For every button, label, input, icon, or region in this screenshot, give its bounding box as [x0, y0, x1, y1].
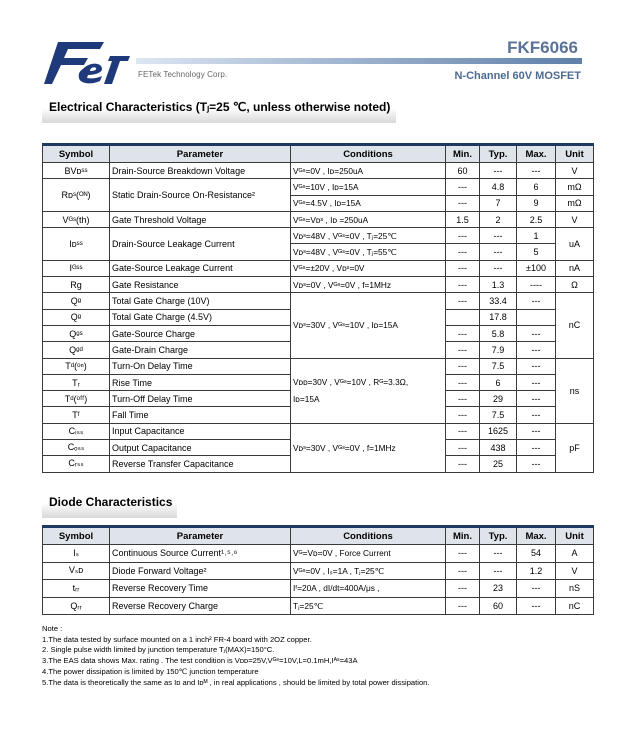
symbol-cell: Qᵍ: [43, 293, 110, 309]
column-header: Min.: [446, 145, 480, 163]
max-cell: ---: [517, 440, 556, 456]
max-cell: ---: [517, 456, 556, 472]
parameter-cell: Turn-Off Delay Time: [110, 391, 291, 407]
min-cell: ---: [446, 456, 480, 472]
typ-cell: 438: [480, 440, 517, 456]
conditions-cell: Vᴅˢ=0V , Vᴳˢ=0V , f=1MHz: [291, 277, 446, 293]
symbol-cell: Iᴅˢˢ: [43, 228, 110, 261]
min-cell: [446, 309, 480, 325]
parameter-cell: Gate Resistance: [110, 277, 291, 293]
min-cell: 60: [446, 163, 480, 179]
symbol-cell: Rg: [43, 277, 110, 293]
max-cell: 9: [517, 195, 556, 211]
unit-cell: A: [556, 545, 594, 563]
parameter-cell: Gate-Source Leakage Current: [110, 260, 291, 276]
typ-cell: 4.8: [480, 179, 517, 195]
max-cell: ---: [517, 325, 556, 341]
parameter-cell: Turn-On Delay Time: [110, 358, 291, 374]
typ-cell: 7.5: [480, 358, 517, 374]
conditions-cell: Iᶠ=20A , dI/dt=400A/μs ,: [291, 580, 446, 598]
max-cell: 1.2: [517, 562, 556, 580]
symbol-cell: Iₛ: [43, 545, 110, 563]
unit-cell: V: [556, 163, 594, 179]
parameter-cell: Gate-Source Charge: [110, 325, 291, 341]
min-cell: ---: [446, 580, 480, 598]
table-row: [43, 163, 594, 179]
parameter-cell: Static Drain-Source On-Resistance²: [110, 179, 291, 212]
unit-cell: nS: [556, 580, 594, 598]
parameter-cell: Reverse Recovery Time: [110, 580, 291, 598]
min-cell: ---: [446, 440, 480, 456]
header-bar: [136, 58, 582, 64]
symbol-cell: Tᵈ(ᵒⁿ): [43, 358, 110, 374]
unit-cell: Ω: [556, 277, 594, 293]
table-row: [43, 580, 594, 598]
max-cell: 5: [517, 244, 556, 260]
unit-cell: uA: [556, 228, 594, 261]
symbol-cell: Qᵍ: [43, 309, 110, 325]
max-cell: 1: [517, 228, 556, 244]
column-header: Conditions: [291, 527, 446, 545]
typ-cell: ---: [480, 545, 517, 563]
symbol-cell: Qᵍᵈ: [43, 342, 110, 358]
parameter-cell: Output Capacitance: [110, 440, 291, 456]
conditions-cell: Tⱼ=25℃: [291, 597, 446, 615]
table-row: [43, 358, 594, 374]
symbol-cell: Qᵣᵣ: [43, 597, 110, 615]
column-header: Symbol: [43, 145, 110, 163]
symbol-cell: Tᵣ: [43, 374, 110, 390]
max-cell: ---: [517, 597, 556, 615]
column-header: Conditions: [291, 145, 446, 163]
parameter-cell: Reverse Recovery Charge: [110, 597, 291, 615]
note-item: 5.The data is theoretically the same as Iᴅ and Iᴅᴹ , in real applications , should be limited by total power dissipation.: [42, 677, 430, 687]
symbol-cell: Cₒₛₛ: [43, 440, 110, 456]
min-cell: ---: [446, 423, 480, 439]
min-cell: ---: [446, 195, 480, 211]
typ-cell: ---: [480, 260, 517, 276]
min-cell: ---: [446, 342, 480, 358]
max-cell: ---: [517, 580, 556, 598]
typ-cell: ---: [480, 244, 517, 260]
symbol-cell: Vₛᴅ: [43, 562, 110, 580]
symbol-cell: Vᴳˢ(th): [43, 211, 110, 227]
table-row: [43, 260, 594, 276]
min-cell: ---: [446, 545, 480, 563]
typ-cell: 60: [480, 597, 517, 615]
symbol-cell: Tᶠ: [43, 407, 110, 423]
max-cell: [517, 309, 556, 325]
parameter-cell: Total Gate Charge (10V): [110, 293, 291, 309]
max-cell: 6: [517, 179, 556, 195]
table-row: [43, 293, 594, 309]
symbol-cell: Tᵈ(ᵒᶠᶠ): [43, 391, 110, 407]
max-cell: ---: [517, 342, 556, 358]
symbol-cell: tᵣᵣ: [43, 580, 110, 598]
max-cell: ---: [517, 374, 556, 390]
note-item: 4.The power dissipation is limited by 150℃ junction temperature: [42, 666, 259, 676]
unit-cell: mΩ: [556, 179, 594, 195]
conditions-line: Iᴅ=15A: [293, 393, 320, 404]
max-cell: ---: [517, 423, 556, 439]
symbol-cell: Rᴅˢ(ᴼᴺ): [43, 179, 110, 212]
parameter-cell: Input Capacitance: [110, 423, 291, 439]
min-cell: ---: [446, 260, 480, 276]
symbol-cell: Cᵣₛₛ: [43, 456, 110, 472]
notes-heading: Note :: [42, 624, 63, 633]
column-header: Unit: [556, 145, 594, 163]
min-cell: ---: [446, 358, 480, 374]
note-item: 1.The data tested by surface mounted on a 1 inch² FR-4 board with 2OZ copper.: [42, 634, 312, 644]
typ-cell: 1.3: [480, 277, 517, 293]
typ-cell: 23: [480, 580, 517, 598]
column-header: Parameter: [110, 527, 291, 545]
parameter-cell: Fall Time: [110, 407, 291, 423]
unit-cell: V: [556, 562, 594, 580]
conditions-cell: Vᴳˢ=0V , Iᴅ=250uA: [291, 163, 446, 179]
conditions-cell: [291, 358, 446, 423]
max-cell: ---: [517, 407, 556, 423]
column-header: Typ.: [480, 145, 517, 163]
table-row: [43, 211, 594, 227]
table-row: [43, 562, 594, 580]
min-cell: ---: [446, 244, 480, 260]
conditions-line: Vᴅᴅ=30V , Vᴳˢ=10V , Rᴳ=3.3Ω,: [293, 376, 409, 387]
note-item: 2. Single pulse width limited by junction temperature Tⱼ(MAX)=150°C.: [42, 645, 275, 655]
conditions-cell: Vᴳˢ=10V , Iᴅ=15A: [291, 179, 446, 195]
min-cell: ---: [446, 179, 480, 195]
min-cell: ---: [446, 391, 480, 407]
electrical-table: [42, 143, 594, 473]
column-header: Max.: [517, 527, 556, 545]
symbol-cell: Qᵍˢ: [43, 325, 110, 341]
conditions-cell: Vᴳˢ=0V , Iₛ=1A , Tⱼ=25℃: [291, 562, 446, 580]
parameter-cell: Continuous Source Current¹˒⁵˒⁶: [110, 545, 291, 563]
min-cell: 1.5: [446, 211, 480, 227]
min-cell: ---: [446, 277, 480, 293]
conditions-cell: Vᴅˢ=30V , Vᴳˢ=0V , f=1MHz: [291, 423, 446, 472]
note-item: 3.The EAS data shows Max. rating . The test condition is Vᴅᴅ=25V,Vᴳˢ=10V,L=0.1mH,Iᴬˢ=43A: [42, 656, 358, 666]
min-cell: ---: [446, 562, 480, 580]
parameter-cell: Rise Time: [110, 374, 291, 390]
max-cell: ---: [517, 391, 556, 407]
conditions-cell: Vᴅˢ=48V , Vᴳˢ=0V , Tⱼ=55℃: [291, 244, 446, 260]
symbol-cell: Cᵢₛₛ: [43, 423, 110, 439]
max-cell: ±100: [517, 260, 556, 276]
conditions-cell: Vᴳˢ=4.5V , Iᴅ=15A: [291, 195, 446, 211]
parameter-cell: Total Gate Charge (4.5V): [110, 309, 291, 325]
conditions-cell: Vᴳ=Vᴅ=0V , Force Current: [291, 545, 446, 563]
max-cell: ---: [517, 293, 556, 309]
typ-cell: 33.4: [480, 293, 517, 309]
table-row: [43, 179, 594, 195]
max-cell: 54: [517, 545, 556, 563]
max-cell: ----: [517, 277, 556, 293]
typ-cell: 7.5: [480, 407, 517, 423]
conditions-cell: Vᴳˢ=±20V , Vᴅˢ=0V: [291, 260, 446, 276]
min-cell: ---: [446, 374, 480, 390]
parameter-cell: Drain-Source Leakage Current: [110, 228, 291, 261]
column-header: Unit: [556, 527, 594, 545]
typ-cell: ---: [480, 228, 517, 244]
max-cell: ---: [517, 163, 556, 179]
part-number: FKF6066: [507, 38, 578, 57]
table-row: [43, 423, 594, 439]
company-name: FETek Technology Corp.: [138, 70, 228, 79]
parameter-cell: Diode Forward Voltage²: [110, 562, 291, 580]
typ-cell: 29: [480, 391, 517, 407]
unit-cell: ns: [556, 358, 594, 423]
typ-cell: 7.9: [480, 342, 517, 358]
min-cell: ---: [446, 325, 480, 341]
diode-table: [42, 525, 594, 615]
typ-cell: ---: [480, 163, 517, 179]
min-cell: ---: [446, 228, 480, 244]
parameter-cell: Gate-Drain Charge: [110, 342, 291, 358]
table-row: [43, 277, 594, 293]
diode-section-title: Diode Characteristics: [42, 490, 177, 518]
typ-cell: 5.8: [480, 325, 517, 341]
table-row: [43, 597, 594, 615]
column-header: Min.: [446, 527, 480, 545]
typ-cell: 7: [480, 195, 517, 211]
conditions-cell: Vᴳˢ=Vᴅˢ , Iᴅ =250uA: [291, 211, 446, 227]
conditions-cell: Vᴅˢ=30V , Vᴳˢ=10V , Iᴅ=15A: [291, 293, 446, 358]
typ-cell: 6: [480, 374, 517, 390]
unit-cell: pF: [556, 423, 594, 472]
column-header: Symbol: [43, 527, 110, 545]
max-cell: 2.5: [517, 211, 556, 227]
symbol-cell: BVᴅˢˢ: [43, 163, 110, 179]
table-row: [43, 228, 594, 244]
parameter-cell: Drain-Source Breakdown Voltage: [110, 163, 291, 179]
min-cell: ---: [446, 597, 480, 615]
conditions-cell: Vᴅˢ=48V , Vᴳˢ=0V , Tⱼ=25℃: [291, 228, 446, 244]
min-cell: ---: [446, 407, 480, 423]
unit-cell: nC: [556, 597, 594, 615]
column-header: Typ.: [480, 527, 517, 545]
column-header: Max.: [517, 145, 556, 163]
unit-cell: nC: [556, 293, 594, 358]
symbol-cell: Iᴳˢˢ: [43, 260, 110, 276]
notes-section: [42, 624, 602, 688]
typ-cell: 2: [480, 211, 517, 227]
part-subtitle: N-Channel 60V MOSFET: [454, 70, 581, 82]
min-cell: ---: [446, 293, 480, 309]
unit-cell: V: [556, 211, 594, 227]
electrical-section-title: Electrical Characteristics (Tⱼ=25 ℃, unless otherwise noted): [42, 95, 396, 123]
table-header-row: [43, 527, 594, 545]
table-header-row: [43, 145, 594, 163]
max-cell: ---: [517, 358, 556, 374]
table-row: [43, 545, 594, 563]
fetek-logo: [44, 38, 136, 90]
parameter-cell: Reverse Transfer Capacitance: [110, 456, 291, 472]
typ-cell: ---: [480, 562, 517, 580]
unit-cell: nA: [556, 260, 594, 276]
unit-cell: mΩ: [556, 195, 594, 211]
typ-cell: 1625: [480, 423, 517, 439]
parameter-cell: Gate Threshold Voltage: [110, 211, 291, 227]
typ-cell: 25: [480, 456, 517, 472]
typ-cell: 17.8: [480, 309, 517, 325]
column-header: Parameter: [110, 145, 291, 163]
